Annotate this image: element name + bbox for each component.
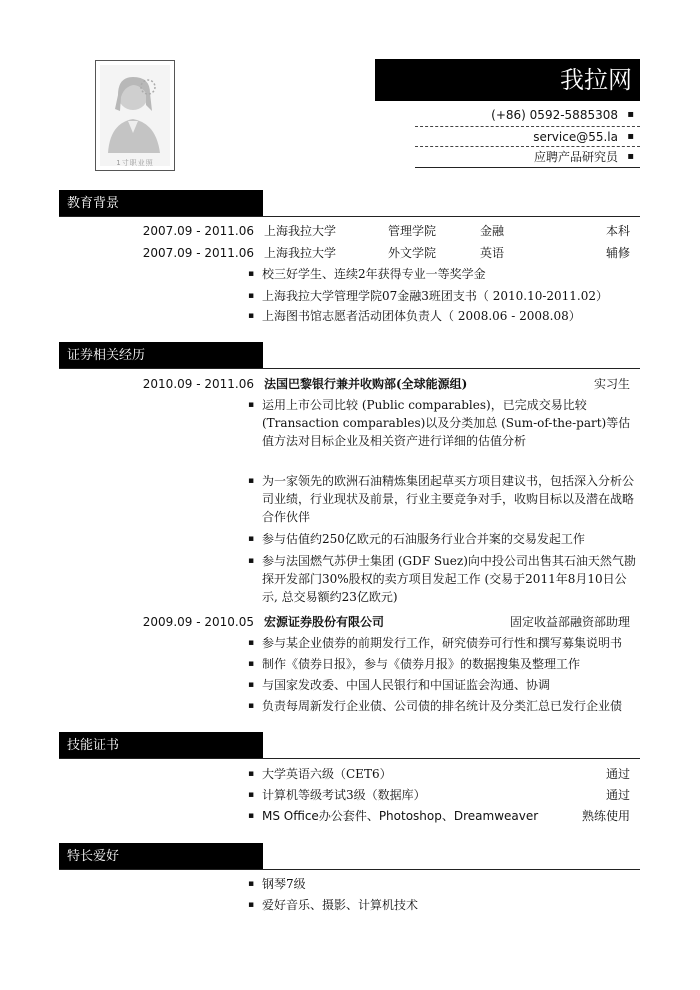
school: 上海我拉大学 <box>264 224 337 238</box>
section-title-experience: 证券相关经历 <box>59 342 263 369</box>
contact-email <box>415 126 640 148</box>
date: 2010.09 - 2011.06 <box>142 377 254 391</box>
bullet-icon: ▪ <box>248 400 255 410</box>
section-rule <box>59 758 640 759</box>
bullet-icon: ▪ <box>248 269 255 279</box>
list-item: ▪ 上海图书馆志愿者活动团体负责人（ 2008.06 - 2008.08） <box>248 309 581 323</box>
degree: 本科 <box>605 224 630 238</box>
bullet-icon: ▪ <box>627 131 634 142</box>
bullet-icon: ▪ <box>248 476 255 486</box>
date: 2007.09 - 2011.06 <box>142 246 254 260</box>
section-rule <box>59 216 640 217</box>
contact-phone <box>415 104 640 126</box>
bullet-icon: ▪ <box>248 790 255 800</box>
avatar-icon <box>100 65 170 166</box>
date: 2007.09 - 2011.06 <box>142 224 254 238</box>
school: 上海我拉大学 <box>264 246 337 260</box>
degree: 辅修 <box>605 246 630 260</box>
list-item: ▪ 与国家发改委、中国人民银行和中国证监会沟通、协调 <box>248 678 551 692</box>
list-item: ▪ 计算机等级考试3级（数据库） 通过 <box>248 788 630 802</box>
education-row <box>140 221 640 241</box>
bullet-icon: ▪ <box>248 311 255 321</box>
list-item: ▪ 上海我拉大学管理学院07金融3班团支书（ 2010.10-2011.02） <box>248 289 609 303</box>
list-item: ▪ 制作《债券日报》，参与《债券月报》的数据搜集及整理工作 <box>248 657 581 671</box>
skill-level: 通过 <box>605 767 630 781</box>
list-item: ▪ 钢琴7级 <box>248 877 306 891</box>
list-item: ▪ 校三好学生、连续2年获得专业一等奖学金 <box>248 267 486 281</box>
position-text: 应聘产品研究员 <box>533 150 618 164</box>
role: 固定收益部融资部助理 <box>509 615 630 629</box>
section-title-hobbies: 特长爱好 <box>59 843 263 870</box>
major: 金融 <box>480 224 505 238</box>
bullet-icon: ▪ <box>248 879 255 889</box>
bullet-icon: ▪ <box>248 659 255 669</box>
bullet-icon: ▪ <box>248 811 255 821</box>
list-item: ▪ 为一家领先的欧洲石油精炼集团起草买方项目建议书，包括深入分析公司业绩，行业现状及前景，行业主要竞争对手，收购目标以及潜在战略合作伙伴 <box>248 474 635 524</box>
role: 实习生 <box>593 377 630 391</box>
bullet-icon: ▪ <box>248 680 255 690</box>
date: 2009.09 - 2010.05 <box>142 615 254 629</box>
phone-text: (+86) 0592-5885308 <box>491 108 618 122</box>
divider <box>415 167 640 168</box>
list-item: ▪ 参与某企业债券的前期发行工作，研究债券可行性和撰写募集说明书 <box>248 636 623 650</box>
bullet-icon: ▪ <box>248 638 255 648</box>
major: 英语 <box>480 246 505 260</box>
bullet-icon: ▪ <box>248 701 255 711</box>
list-item: ▪ 爱好音乐、摄影、计算机技术 <box>248 898 419 912</box>
department: 外文学院 <box>388 246 437 260</box>
organization: 宏源证券股份有限公司 <box>264 615 385 629</box>
list-item: ▪ 运用上市公司比较 (Public comparables)，已完成交易比较(Transaction comparables)以及分类加总 (Sum-of-the-part)等估值方法对目标企业及相关资产进行详细的估值分析 <box>248 398 631 448</box>
list-item: ▪ 负责每周新发行企业债、公司债的排名统计及分类汇总已发行企业债 <box>248 699 623 713</box>
bullet-icon: ▪ <box>627 109 634 120</box>
email-text: service@55.la <box>533 130 618 144</box>
bullet-icon: ▪ <box>248 291 255 301</box>
bullet-icon: ▪ <box>248 534 255 544</box>
section-title-skills: 技能证书 <box>59 732 263 759</box>
photo-caption: 1寸职业照 <box>116 159 154 167</box>
job-row <box>140 612 640 632</box>
list-item: ▪ 参与法国燃气苏伊士集团 (GDF Suez)向中投公司出售其石油天然气勘探开发部门30%股权的卖方项目发起工作 (交易于2011年8月10日公示, 总交易额约23亿欧元) <box>248 554 636 604</box>
contact-position <box>415 146 640 168</box>
job-row <box>140 374 640 394</box>
bullet-icon: ▪ <box>248 769 255 779</box>
section-rule <box>59 869 640 870</box>
list-item: ▪ MS Office办公套件、Photoshop、Dreamweaver 熟练使用 <box>248 809 630 823</box>
skill-level: 通过 <box>605 788 630 802</box>
list-item: ▪ 参与估值约250亿欧元的石油服务行业合并案的交易发起工作 <box>248 532 585 546</box>
name-title: 我拉网 <box>375 59 640 101</box>
skill-level: 熟练使用 <box>581 809 630 823</box>
section-title-education: 教育背景 <box>59 190 263 217</box>
profile-photo <box>95 60 175 171</box>
photo-placeholder <box>100 65 170 166</box>
bullet-icon: ▪ <box>248 556 255 566</box>
list-item: ▪ 大学英语六级（CET6） 通过 <box>248 767 630 781</box>
organization: 法国巴黎银行兼并收购部(全球能源组) <box>264 377 468 391</box>
education-row <box>140 243 640 263</box>
bullet-icon: ▪ <box>627 151 634 162</box>
section-rule <box>59 368 640 369</box>
department: 管理学院 <box>388 224 437 238</box>
bullet-icon: ▪ <box>248 900 255 910</box>
